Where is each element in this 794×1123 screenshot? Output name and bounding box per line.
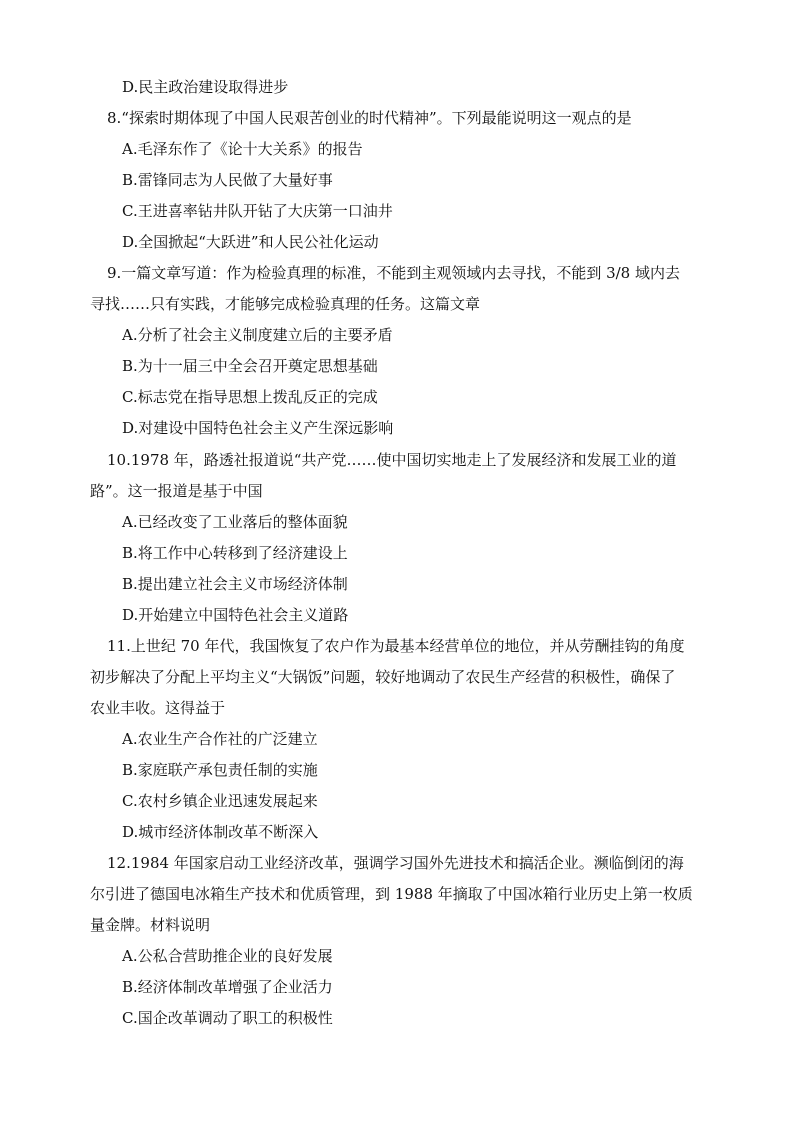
question-10-stem-line-2: 路”。这一报道是基于中国 <box>90 482 263 500</box>
question-11-stem-line-2: 初步解决了分配上平均主义“大锅饭”问题，较好地调动了农民生产经营的积极性，确保了 <box>90 668 676 686</box>
question-9-option-c: C.标志党在指导思想上拨乱反正的完成 <box>122 388 378 406</box>
question-12-stem-line-3: 量金牌。材料说明 <box>90 916 211 934</box>
question-11-option-b: B.家庭联产承包责任制的实施 <box>122 761 318 779</box>
question-12-stem-line-2: 尔引进了德国电冰箱生产技术和优质管理，到 1988 年摘取了中国冰箱行业历史上第一枚质 <box>90 885 693 903</box>
question-8-option-c: C.王进喜率钻井队开钻了大庆第一口油井 <box>122 202 393 220</box>
question-11-option-a: A.农业生产合作社的广泛建立 <box>122 730 318 748</box>
question-12-option-c: C.国企改革调动了职工的积极性 <box>122 1009 333 1027</box>
question-12-stem-line-1: 12.1984 年国家启动工业经济改革，强调学习国外先进技术和搞活企业。濒临倒闭的海 <box>107 854 684 872</box>
question-9-stem-line-2: 寻找……只有实践，才能够完成检验真理的任务。这篇文章 <box>90 295 481 313</box>
question-11-option-c: C.农村乡镇企业迅速发展起来 <box>122 792 318 810</box>
question-8-option-a: A.毛泽东作了《论十大关系》的报告 <box>122 140 363 158</box>
question-9-option-b: B.为十一届三中全会召开奠定思想基础 <box>122 357 378 375</box>
prev-question-option-d: D.民主政治建设取得进步 <box>122 78 289 96</box>
question-10-option-c: B.提出建立社会主义市场经济体制 <box>122 575 348 593</box>
question-11-stem-line-1: 11.上世纪 70 年代，我国恢复了农户作为最基本经营单位的地位，并从劳酬挂钩的角度 <box>107 637 685 655</box>
question-10-option-b: B.将工作中心转移到了经济建设上 <box>122 544 348 562</box>
question-8-stem: 8.“探索时期体现了中国人民艰苦创业的时代精神”。下列最能说明这一观点的是 <box>107 109 632 127</box>
question-11-option-d: D.城市经济体制改革不断深入 <box>122 823 319 841</box>
question-11-stem-line-3: 农业丰收。这得益于 <box>90 699 226 717</box>
question-12-option-a: A.公私合营助推企业的良好发展 <box>122 947 333 965</box>
question-9-stem-line-1: 9.一篇文章写道：作为检验真理的标准，不能到主观领域内去寻找，不能到 3/8 域内去 <box>107 264 680 282</box>
question-9-option-a: A.分析了社会主义制度建立后的主要矛盾 <box>122 326 393 344</box>
question-12-option-b: B.经济体制改革增强了企业活力 <box>122 978 333 996</box>
question-10-option-a: A.已经改变了工业落后的整体面貌 <box>122 513 348 531</box>
question-8-option-b: B.雷锋同志为人民做了大量好事 <box>122 171 333 189</box>
question-10-stem-line-1: 10.1978 年，路透社报道说“共产党……使中国切实地走上了发展经济和发展工业的道 <box>107 451 677 469</box>
question-8-option-d: D.全国掀起“大跃进”和人民公社化运动 <box>122 233 379 251</box>
question-9-option-d: D.对建设中国特色社会主义产生深远影响 <box>122 419 394 437</box>
question-10-option-d: D.开始建立中国特色社会主义道路 <box>122 606 349 624</box>
